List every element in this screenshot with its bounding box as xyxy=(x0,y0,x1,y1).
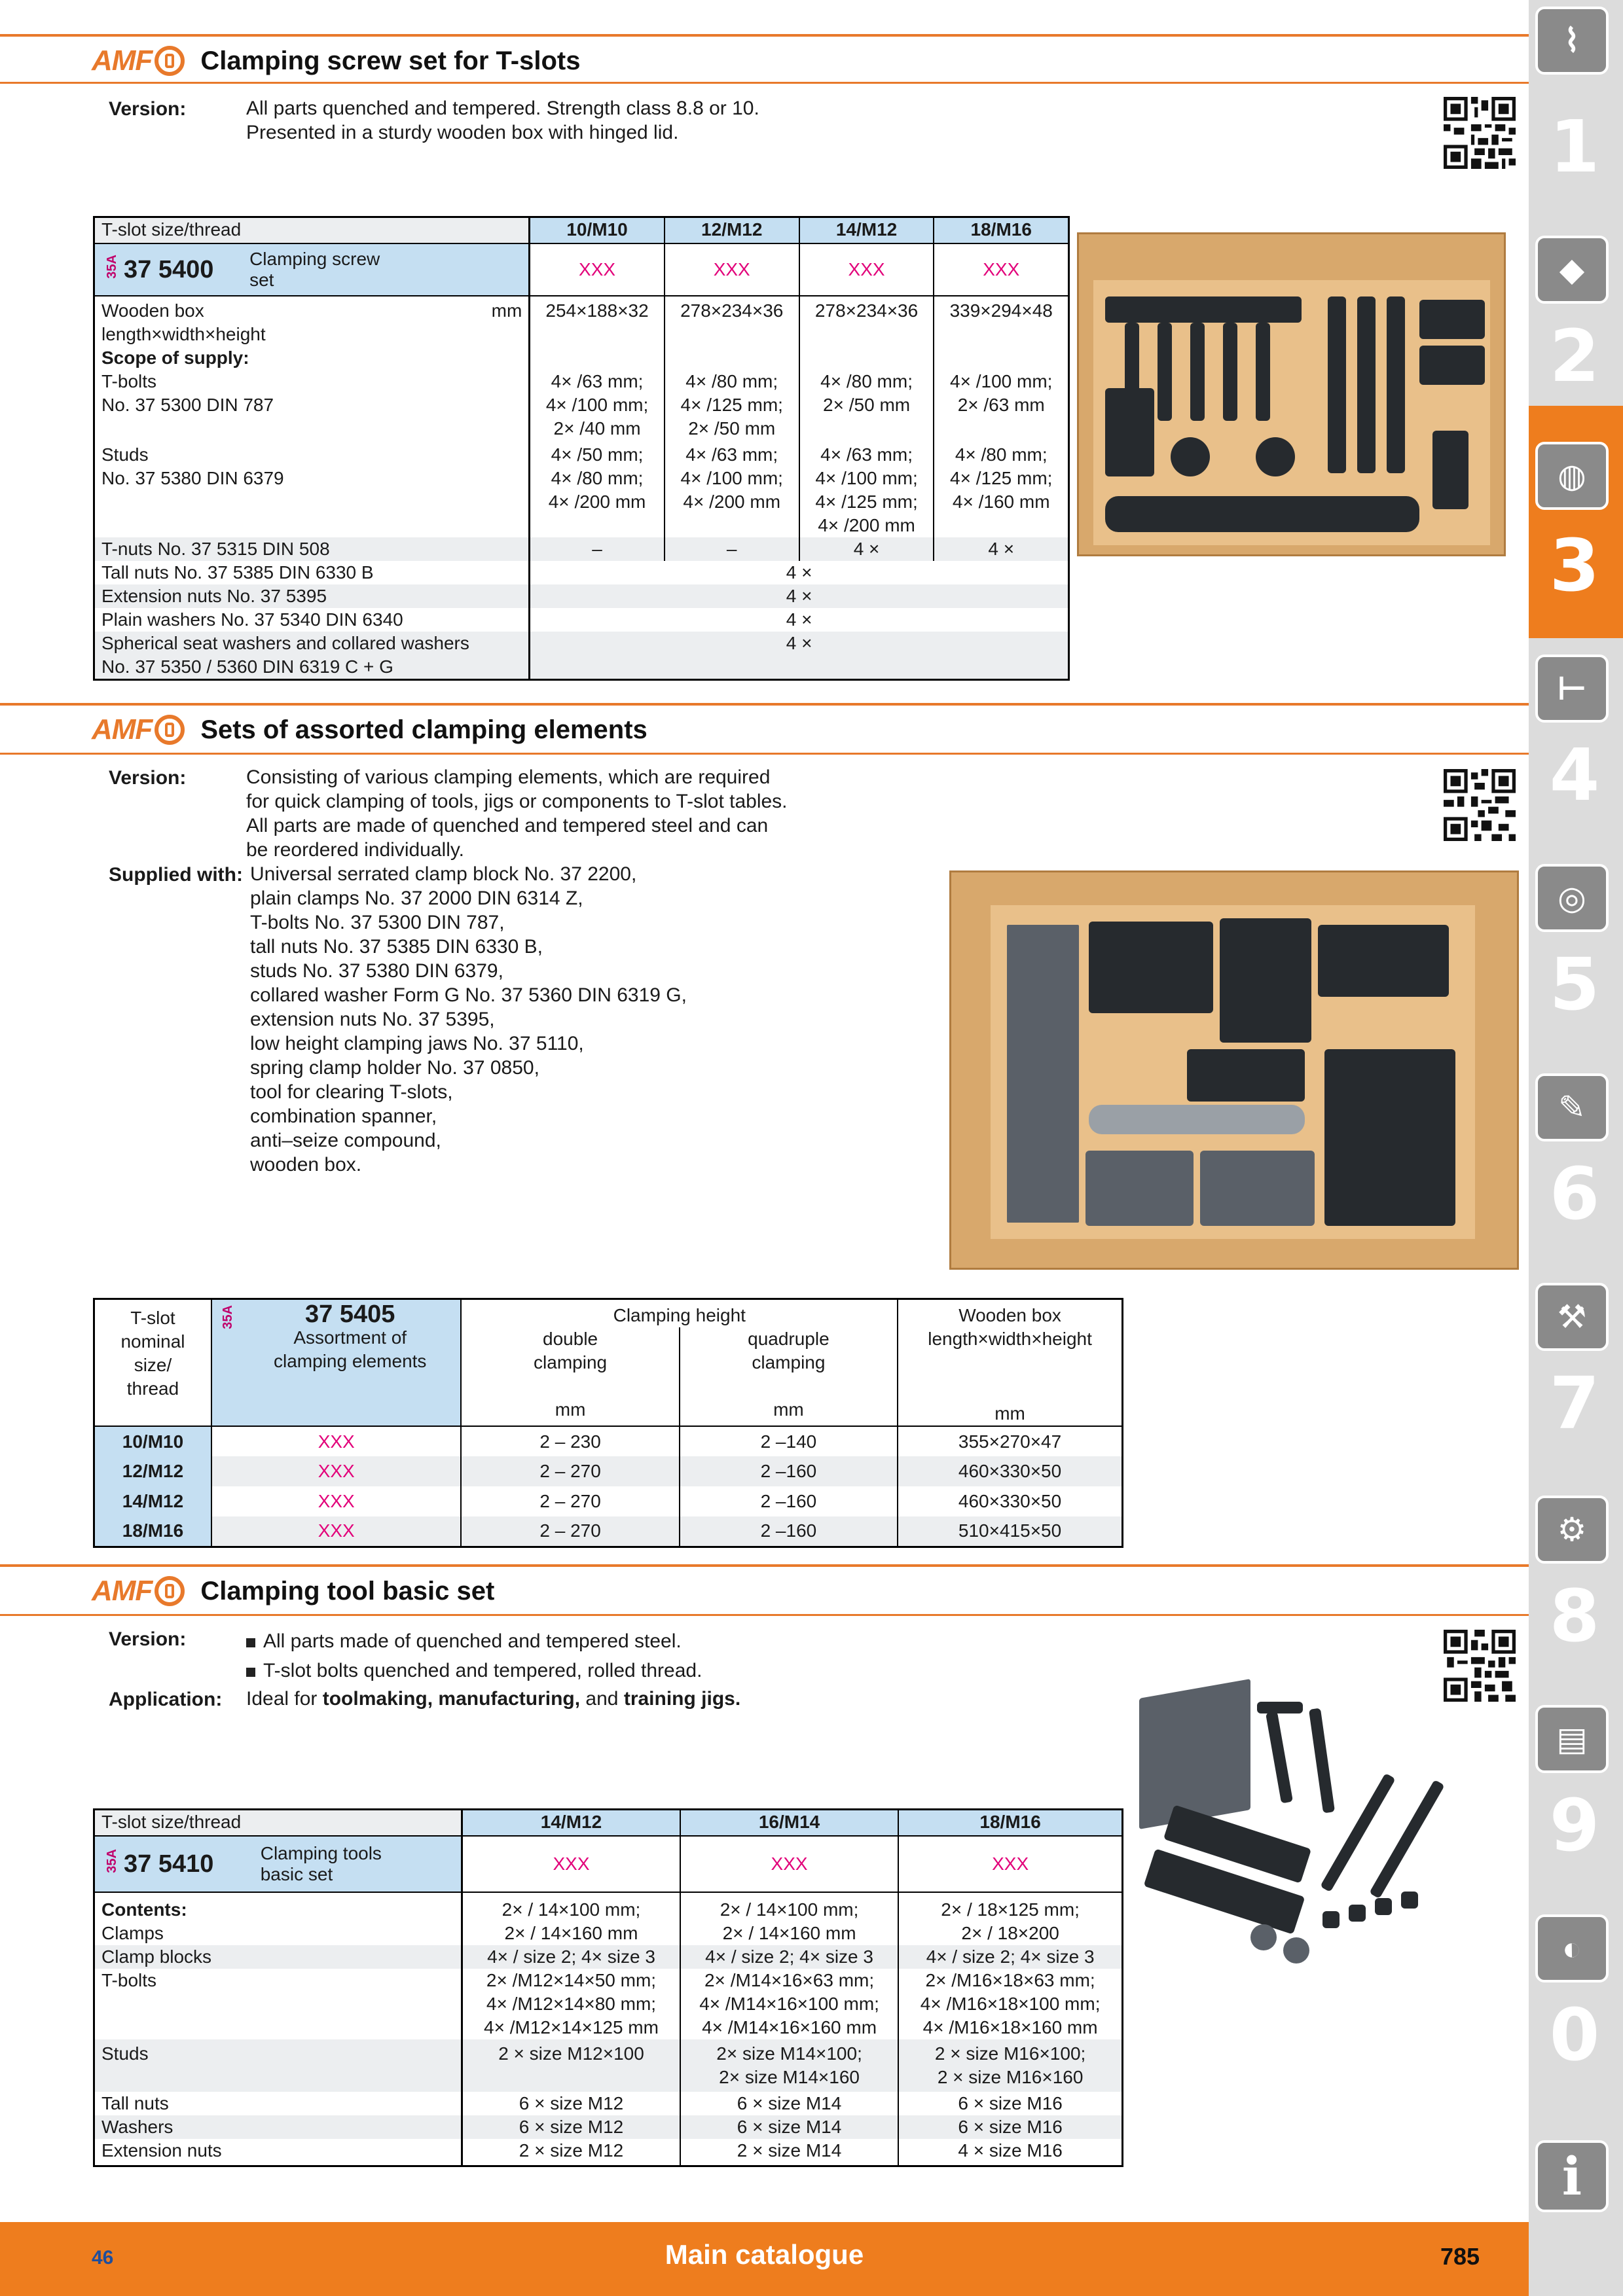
table-row: Studs 2 × size M12×100 2× size M14×100; 2× size M14×160 2 × size M16×100; 2 × size M16×160 xyxy=(94,2039,1123,2092)
amf-logo: AMF xyxy=(92,1575,185,1607)
version-text: All parts made of quenched and tempered steel. T-slot bolts quenched and tempered, rolled thread. xyxy=(246,1626,702,1685)
version-text: All parts quenched and tempered. Strength class 8.8 or 10. Presented in a sturdy wooden box with hinged lid. xyxy=(246,98,759,143)
page-footer xyxy=(0,2222,1529,2296)
table-row: double clamping quadruple clamping xyxy=(94,1327,1123,1398)
table-row: 18/M16 XXX 2 – 270 2 –160 510×415×50 xyxy=(94,1516,1123,1547)
qr-code-icon xyxy=(1444,97,1516,169)
basic-set-table xyxy=(93,1808,1123,2167)
version-label: Version: xyxy=(109,767,187,789)
table-row: 10/M10 XXX 2 – 230 2 –140 355×270×47 xyxy=(94,1426,1123,1456)
amf-logo: AMF xyxy=(92,713,185,746)
price-cell: XXX xyxy=(211,1456,461,1486)
toolkit-icon: ⚙ xyxy=(1535,1496,1609,1564)
table-row: Clamp blocks 4× / size 2; 4× size 3 4× / size 2; 4× size 3 4× / size 2; 4× size 3 xyxy=(94,1945,1123,1969)
insert-tool-icon: ◆ xyxy=(1535,236,1609,304)
left-page-number: 46 xyxy=(92,2247,114,2269)
table-row: T-nuts No. 37 5315 DIN 508 – – 4 × 4 × xyxy=(94,537,1069,561)
price-cell: XXX xyxy=(799,243,934,296)
safety-equipment-icon: ◐ xyxy=(1535,1914,1609,1982)
price-cell: XXX xyxy=(898,1836,1122,1892)
version-label: Version: xyxy=(109,98,187,120)
application-label: Application: xyxy=(109,1689,223,1710)
article-number: 37 5405 xyxy=(305,1300,395,1328)
saw-blade-icon: ◎ xyxy=(1535,864,1609,932)
table-row: mm mm mm xyxy=(94,1398,1123,1426)
drill-icon: ⌇ xyxy=(1535,7,1609,75)
table-row: T-slot nominal size/ thread 35A 37 5405 Assortment of clamping elements Clamping height Wooden box length×width×height xyxy=(94,1299,1123,1328)
table-row: Scope of supply: T-bolts No. 37 5300 DIN 787 4× /63 mm; 4× /100 mm; 2× /40 mm 4× /80 mm; 4× /125 mm; 2× /50 mm 4× /80 mm; 2× /50 mm 4× /100 mm; 2× /63 mm xyxy=(94,346,1069,440)
table-row: 12/M12 XXX 2 – 270 2 –160 460×330×50 xyxy=(94,1456,1123,1486)
table-row: 35A 37 5400 Clamping screw set XXX XXX XXX XXX xyxy=(94,243,1069,296)
clamping-screw-set-table xyxy=(93,216,1070,681)
table-row: 35A 37 5410 Clamping tools basic set XXX XXX XXX xyxy=(94,1836,1123,1892)
price-cell: XXX xyxy=(665,243,799,296)
footer-title: Main catalogue xyxy=(665,2239,864,2270)
wrench-screwdriver-icon: ✎ xyxy=(1535,1073,1609,1141)
product-photo-clamping-screw-set xyxy=(1077,232,1506,556)
table-row: T-slot size/thread 14/M12 16/M14 18/M16 xyxy=(94,1810,1123,1836)
price-cell: XXX xyxy=(530,243,665,296)
section-rule xyxy=(0,753,1529,755)
table-row: Washers 6 × size M12 6 × size M14 6 × size M16 xyxy=(94,2115,1123,2139)
section-rule xyxy=(0,34,1529,37)
product-photo-assortment xyxy=(949,870,1519,1270)
section-title: Clamping screw set for T-slots xyxy=(200,46,581,75)
section-title: Clamping tool basic set xyxy=(200,1576,495,1605)
price-cell: XXX xyxy=(680,1836,898,1892)
application-text: Ideal for toolmaking, manufacturing, and training jigs. xyxy=(246,1688,741,1710)
table-row: T-bolts 2× /M12×14×50 mm; 4× /M12×14×80 mm; 4× /M12×14×125 mm 2× /M14×16×63 mm; 4× /M14×16×100 mm; 4× /M14×16×160 mm 2× /M16×18×63 mm; 4× /M16×18×100 mm; 4× /M16×18×160 mm xyxy=(94,1969,1123,2039)
section-rule xyxy=(0,703,1529,706)
table-row: Tall nuts 6 × size M12 6 × size M14 6 × size M16 xyxy=(94,2092,1123,2115)
article-number: 37 5400 xyxy=(124,243,243,296)
caliper-icon: ⊢ xyxy=(1535,655,1609,723)
table-row: Spherical seat washers and collared washers No. 37 5350 / 5360 DIN 6319 C + G 4 × xyxy=(94,632,1069,680)
section-title: Sets of assorted clamping elements xyxy=(200,715,647,744)
table-row: Tall nuts No. 37 5385 DIN 6330 B 4 × xyxy=(94,561,1069,584)
table-row: Studs No. 37 5380 DIN 6379 4× /50 mm; 4× /80 mm; 4× /200 mm 4× /63 mm; 4× /100 mm; 4× /200 mm 4× /63 mm; 4× /100 mm; 4× /125 mm; 4× /200 mm 4× /80 mm; 4× /125 mm; 4× /160 mm xyxy=(94,440,1069,537)
section-rule xyxy=(0,1564,1529,1567)
section-header xyxy=(92,707,647,753)
table-row: Extension nuts No. 37 5395 4 × xyxy=(94,584,1069,608)
table-row: Plain washers No. 37 5340 DIN 6340 4 × xyxy=(94,608,1069,632)
section-header xyxy=(92,1568,494,1614)
assortment-table xyxy=(93,1298,1123,1548)
price-cell: XXX xyxy=(211,1426,461,1456)
info-icon: i xyxy=(1535,2140,1609,2212)
table-row: T-slot size/thread 10/M10 12/M12 14/M12 18/M16 xyxy=(94,217,1069,243)
table-row: Wooden box length×width×height mm 254×188×32 278×234×36 278×234×36 339×294×48 xyxy=(94,296,1069,346)
price-cell: XXX xyxy=(211,1486,461,1516)
qr-code-icon xyxy=(1444,769,1516,841)
right-page-number: 785 xyxy=(1440,2243,1480,2270)
hammer-pliers-icon: ⚒ xyxy=(1535,1283,1609,1351)
price-cell: XXX xyxy=(211,1516,461,1547)
table-row: Extension nuts 2 × size M12 2 × size M14 4 × size M16 xyxy=(94,2139,1123,2166)
version-text: Consisting of various clamping elements, which are required for quick clamping of tools, jigs or components to T-slot tables. All parts are made of quenched and tempered steel and can be reordered individually. xyxy=(246,766,788,861)
price-cell: XXX xyxy=(934,243,1068,296)
table-row: Contents: Clamps 2× / 14×100 mm; 2× / 14×160 mm 2× / 14×100 mm; 2× / 14×160 mm 2× / 18×125 mm; 2× / 18×200 xyxy=(94,1892,1123,1945)
supplied-list: Universal serrated clamp block No. 37 2200, plain clamps No. 37 2000 DIN 6314 Z, T-bolts No. 37 5300 DIN 787, tall nuts No. 37 5385 DIN 6330 B, studs No. 37 5380 DIN 6379, collared washer Form G No. 37 5360 DIN 6319 G, extension nuts No. 37 5395, low height clamping jaws No. 37 5110, spring clamp holder No. 37 0850, tool for clearing T-slots, combination spanner, anti–seize compound, wooden box. xyxy=(250,863,687,1175)
price-cell: XXX xyxy=(462,1836,680,1892)
section-header xyxy=(92,38,580,84)
tool-cabinet-icon: ▤ xyxy=(1535,1705,1609,1773)
amf-logo: AMF xyxy=(92,45,185,77)
product-photo-basic-set xyxy=(1126,1676,1519,1996)
supplied-label: Supplied with: xyxy=(109,864,243,886)
table-row: 14/M12 XXX 2 – 270 2 –160 460×330×50 xyxy=(94,1486,1123,1516)
section-rule xyxy=(0,1614,1529,1616)
version-label: Version: xyxy=(109,1628,187,1650)
article-number: 37 5410 xyxy=(124,1836,254,1892)
chuck-icon: ◍ xyxy=(1535,442,1609,510)
